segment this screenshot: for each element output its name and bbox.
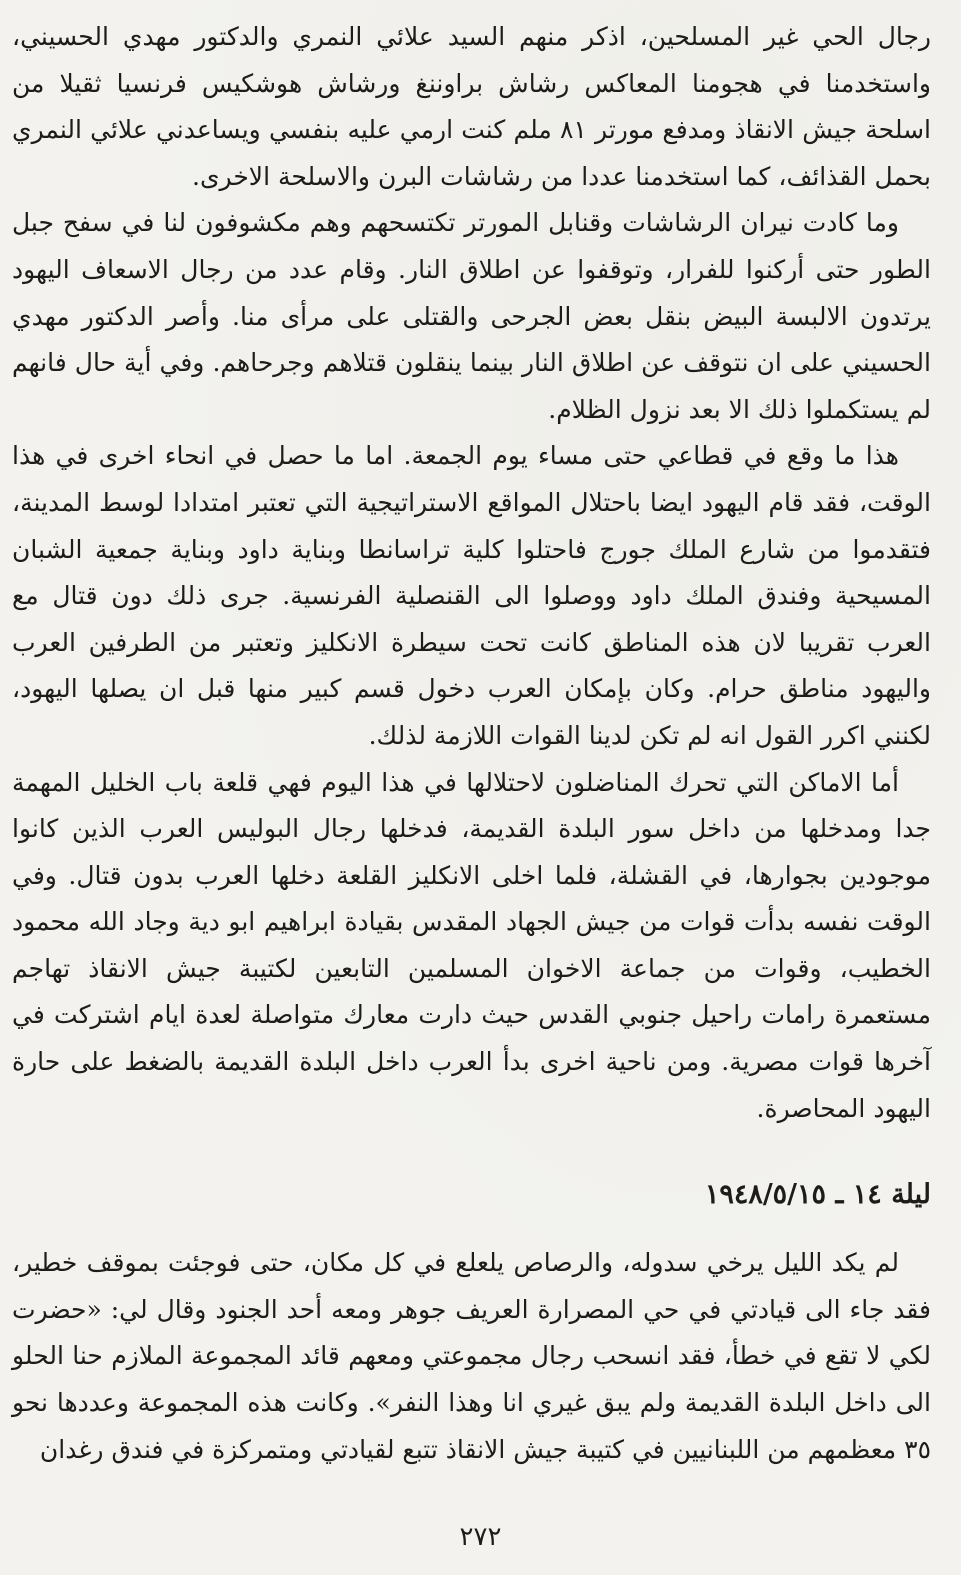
section-heading: ليلة ١٤ ـ ١٩٤٨/٥/١٥ [704, 1179, 931, 1211]
paragraph-2: وما كادت نيران الرشاشات وقنابل المورتر تكتسحهم وهم مكشوفون لنا في سفح جبل الطور حتى أركنوا للفرار، وتوقفوا عن اطلاق النار. وقام عدد من رجال الاسعاف اليهود يرتدون الالبسة البيض بنقل بعض الجرحى والقتلى على مرأى منا. وأصر الدكتور مهدي الحسيني على ان نتوقف عن اطلاق النار بينما ينقلون قتلاهم وجرحاهم. وفي أية حال فانهم لم يستكملوا ذلك الا بعد نزول الظلام. [12, 208, 931, 424]
paragraph-5: لم يكد الليل يرخي سدوله، والرصاص يلعلع في كل مكان، حتى فوجئت بموقف خطير، فقد جاء الى قيادتي في حي المصرارة العريف جوهر ومعه أحد الجنود وقال لي: «حضرت لكي لا تقع في خطأ، فقد انسحب رجال مجموعتي ومعهم قائد المجموعة الملازم حنا الحلو الى داخل البلدة القديمة ولم يبق غيري انا وهذا النفر». وكانت هذه المجموعة وعددها نحو ٣٥ معظمهم من اللبنانيين في كتيبة جيش الانقاذ تتبع لقيادتي ومتمركزة في فندق رغدان [12, 1248, 931, 1464]
paragraph-3: هذا ما وقع في قطاعي حتى مساء يوم الجمعة. اما ما حصل في انحاء اخرى في هذا الوقت، فقد قام اليهود ايضا باحتلال المواقع الاستراتيجية التي تعتبر امتدادا لوسط المدينة، فتقدموا من شارع الملك جورج فاحتلوا كلية تراسانطا وبناية داود وبناية جمعية الشبان المسيحية وفندق الملك داود ووصلوا الى القنصلية الفرنسية. جرى ذلك دون قتال مع العرب تقريبا لان هذه المناطق كانت تحت سيطرة الانكليز وتعتبر من الطرفين العرب واليهود مناطق حرام. وكان بإمكان العرب دخول قسم كبير منها قبل ان يصلها اليهود، لكنني اكرر القول انه لم تكن لدينا القوات اللازمة لذلك. [12, 441, 931, 750]
paragraph-1: رجال الحي غير المسلحين، اذكر منهم السيد علائي النمري والدكتور مهدي الحسيني، واستخدمنا في هجومنا المعاكس رشاش براوننغ ورشاش هوشكيس فرنسيا ثقيلا من اسلحة جيش الانقاذ ومدفع مورتر ٨١ ملم كنت ارمي عليه بنفسي ويساعدني علائي النمري بحمل القذائف، كما استخدمنا عددا من رشاشات البرن والاسلحة الاخرى. [12, 22, 931, 191]
main-text [12, 14, 931, 1473]
page-number: ٢٧٢ [459, 1522, 502, 1552]
paragraph-4: أما الاماكن التي تحرك المناضلون لاحتلالها في هذا اليوم فهي قلعة باب الخليل المهمة جدا ومدخلها من داخل سور البلدة القديمة، فدخلها رجال البوليس العرب الذين كانوا موجودين بجوارها، في القشلة، فلما اخلى الانكليز القلعة دخلها العرب بدون قتال. وفي الوقت نفسه بدأت قوات من جيش الجهاد المقدس بقيادة ابراهيم ابو دية وجاد الله محمود الخطيب، وقوات من جماعة الاخوان المسلمين التابعين لكتيبة جيش الانقاذ تهاجم مستعمرة رامات راحيل جنوبي القدس حيث دارت معارك متواصلة لعدة ايام اشتركت في آخرها قوات مصرية. ومن ناحية اخرى بدأ العرب داخل البلدة القديمة بالضغط على حارة اليهود المحاصرة. [12, 767, 931, 1123]
